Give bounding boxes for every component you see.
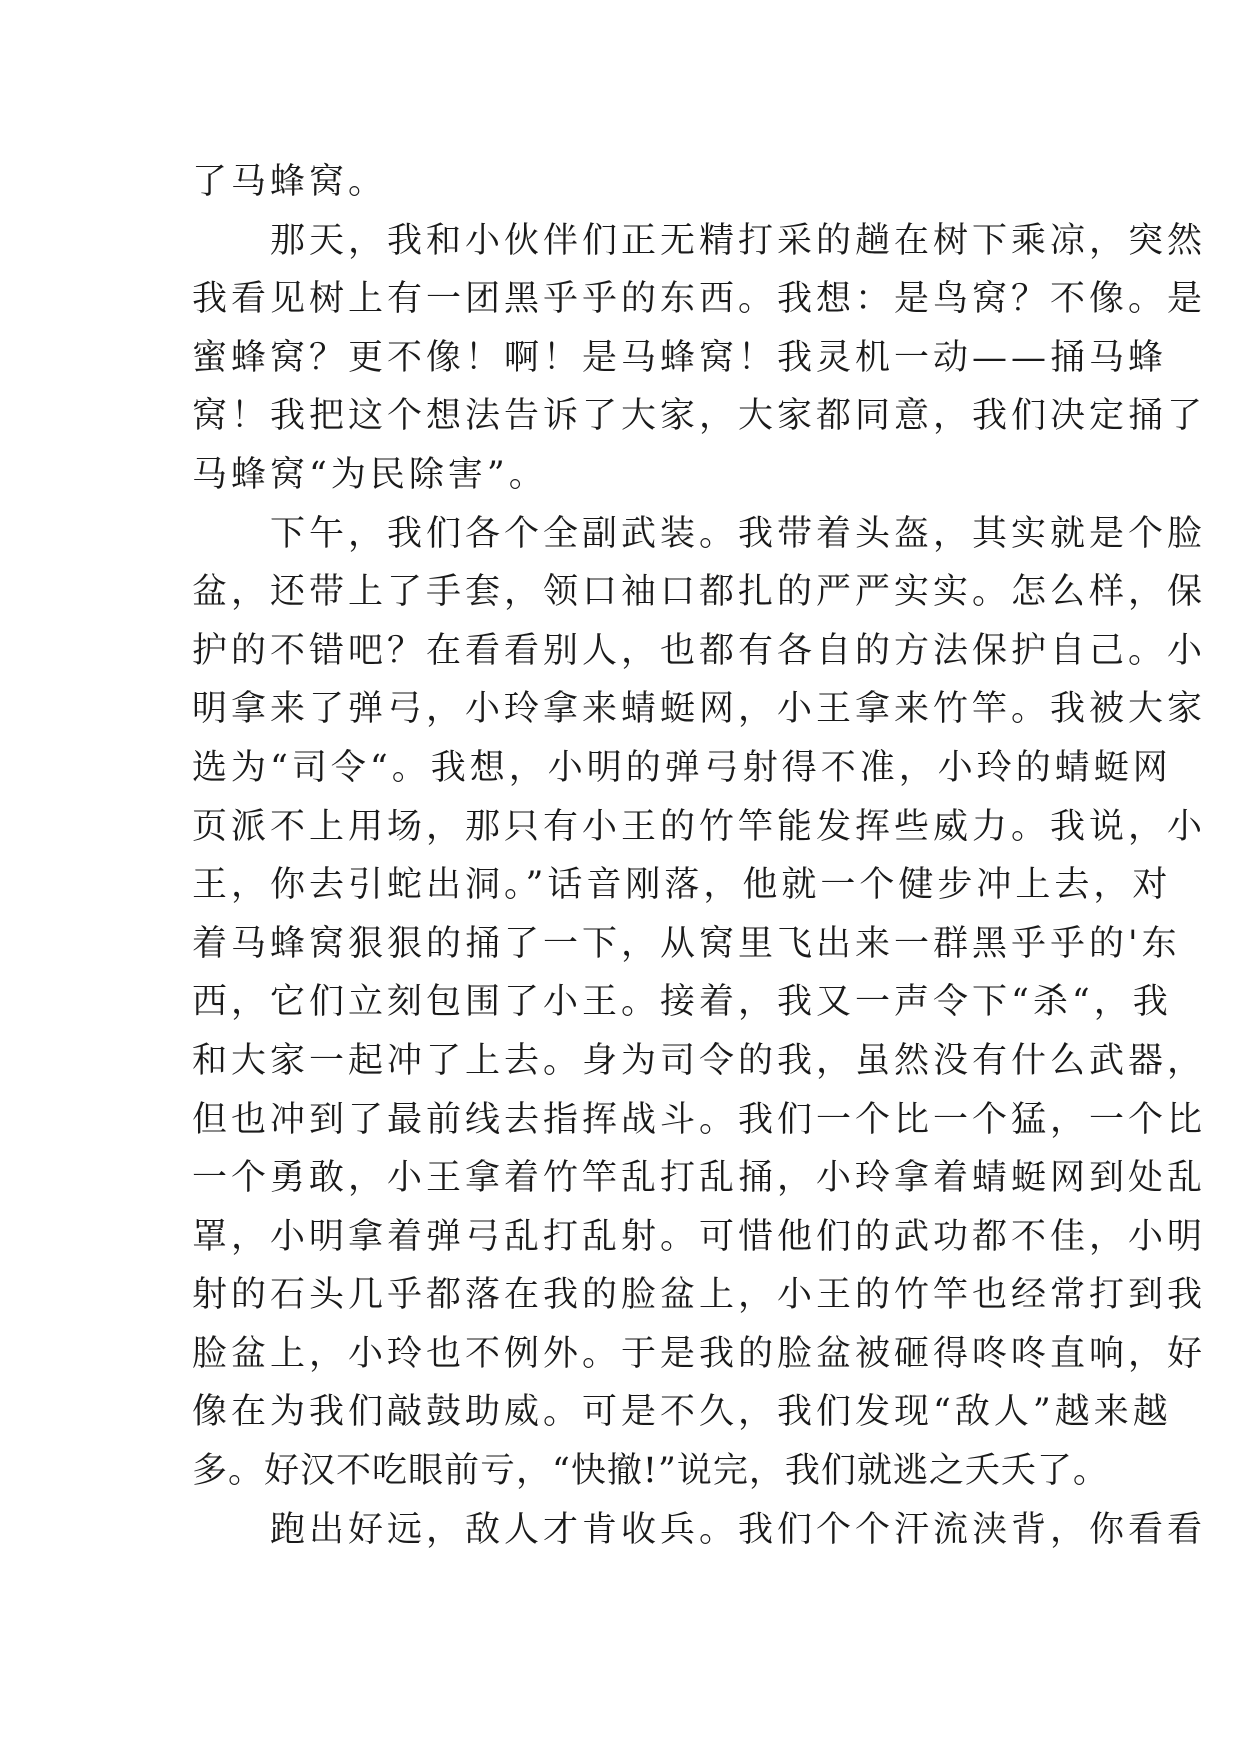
text-line: 着马蜂窝狠狠的捅了一下，从窝里飞出来一群黑乎乎的'东 (192, 923, 1181, 964)
paragraph-start-line: 下午，我们各个全副武装。我带着头盔，其实就是个脸 (270, 513, 1207, 554)
text-line: 罩，小明拿着弹弓乱打乱射。可惜他们的武功都不佳，小明 (192, 1216, 1207, 1257)
text-line: 像在为我们敲鼓助威。可是不久，我们发现“敌人”越来越 (192, 1392, 1172, 1433)
text-line: 蜜蜂窝？更不像！啊！是马蜂窝！我灵机一动——捅马蜂 (192, 337, 1168, 378)
text-line: 马蜂窝“为民除害”。 (192, 454, 548, 495)
text-line: 但也冲到了最前线去指挥战斗。我们一个比一个猛，一个比 (192, 1099, 1207, 1140)
paragraph-start-line: 那天，我和小伙伴们正无精打采的趟在树下乘凉，突然 (270, 220, 1207, 261)
text-line: 窝！我把这个想法告诉了大家，大家都同意，我们决定捅了 (192, 396, 1207, 437)
text-line: 射的石头几乎都落在我的脸盆上，小王的竹竿也经常打到我 (192, 1275, 1207, 1316)
text-line: 选为“司令“。我想，小明的弹弓射得不准，小玲的蜻蜓网 (192, 747, 1172, 788)
text-line: 了马蜂窝。 (192, 162, 388, 202)
text-line: 护的不错吧？在看看别人，也都有各自的方法保护自己。小 (192, 630, 1207, 671)
text-line: 脸盆上，小玲也不例外。于是我的脸盆被砸得咚咚直响，好 (192, 1333, 1207, 1374)
text-line: 和大家一起冲了上去。身为司令的我，虽然没有什么武器， (192, 1040, 1207, 1081)
text-line: 西，它们立刻包围了小王。接着，我又一声令下“杀“，我 (192, 982, 1172, 1023)
text-line: 盆，还带上了手套，领口袖口都扎的严严实实。怎么样，保 (192, 572, 1207, 613)
text-line: 页派不上用场，那只有小王的竹竿能发挥些威力。我说，小 (192, 806, 1207, 847)
text-line: 多。好汉不吃眼前亏，“快撤!”说完，我们就逃之夭夭了。 (192, 1451, 1109, 1492)
essay-body (192, 153, 1207, 1559)
text-line: 我看见树上有一团黑乎乎的东西。我想：是鸟窝？不像。是 (192, 279, 1207, 320)
paragraph-start-line: 跑出好远，敌人才肯收兵。我们个个汗流浃背，你看看 (270, 1509, 1207, 1550)
text-line: 明拿来了弹弓，小玲拿来蜻蜓网，小王拿来竹竿。我被大家 (192, 689, 1207, 730)
text-line: 王，你去引蛇出洞。”话音刚落，他就一个健步冲上去，对 (192, 865, 1172, 906)
text-line: 一个勇敢，小王拿着竹竿乱打乱捅，小玲拿着蜻蜓网到处乱 (192, 1158, 1207, 1199)
